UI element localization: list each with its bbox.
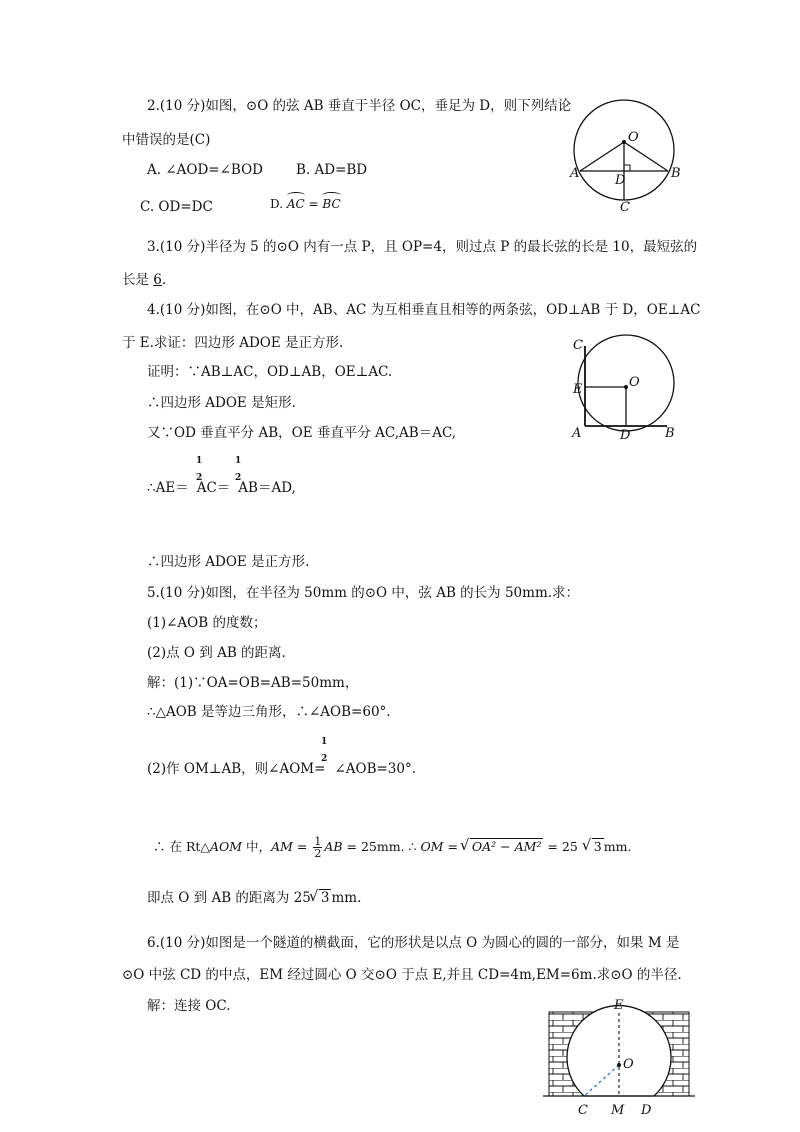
q5-sol3-b: ∠AOB=30°.: [334, 761, 417, 777]
label-a: A: [570, 166, 580, 181]
q5-sol5: [147, 889, 361, 907]
label-o: O: [628, 130, 639, 145]
q6-line2: ⊙O 中弦 CD 的中点，EM 经过圆心 O 交⊙O 于点 E,并且 CD=4m,EM=6m.求⊙O 的半径.: [122, 967, 682, 983]
q4-proof1: 证明：∵AB⊥AC，OD⊥AB，OE⊥AC.: [147, 364, 393, 380]
q4-proof5: ∴四边形 ADOE 是正方形.: [147, 554, 310, 570]
label-e: E: [614, 998, 624, 1013]
q5-sol4-eq2: =: [443, 839, 462, 854]
q2-line2: 中错误的是(C): [122, 132, 211, 148]
label-a: A: [572, 426, 582, 441]
q2-option-d-prefix: D.: [270, 197, 284, 211]
label-o: O: [629, 375, 640, 390]
label-b: B: [671, 166, 681, 181]
q4-circle-figure: [562, 333, 682, 445]
q4-frac1-num: 1: [196, 456, 203, 466]
q2-option-b: B. AD=BD: [296, 162, 368, 178]
q4-proof4: [147, 479, 296, 497]
label-o: O: [623, 1057, 634, 1072]
q3-line2: [122, 271, 166, 289]
q2-option-d-eq: =: [308, 197, 319, 211]
q5-sol4-sqrt: [462, 837, 544, 857]
q4-proof4-c: AB＝AD,: [238, 480, 296, 496]
q6-line1: 6.(10 分)如图是一个隧道的横截面，它的形状是以点 O 为圆心的圆的一部分，如果 M 是: [147, 935, 680, 951]
q5-sol4-sqrt2: [584, 837, 604, 857]
q5-sol5-radicand: 3: [320, 890, 330, 906]
q5-sol3-a: (2)作 OM⊥AB，则∠AOM=: [147, 761, 326, 777]
q5-sol4-b: 中，: [242, 839, 272, 854]
q5-sol4-frac-den: 2: [314, 847, 322, 860]
q5-sol1: 解：(1)∵OA=OB=AB=50mm，: [147, 675, 359, 691]
right-angle-mark: [624, 165, 630, 171]
label-c: C: [573, 338, 583, 353]
center-point: [617, 1063, 621, 1067]
q5-sol5-a: 即点 O 到 AB 的距离为 25: [147, 890, 311, 906]
q4-frac2-den: 2: [235, 473, 242, 483]
q5-sol4-c: = 25mm. ∴: [342, 839, 421, 854]
q4-proof4-b: AC＝: [196, 480, 231, 496]
label-d: D: [615, 173, 626, 188]
q4-proof3: 又∵OD 垂直平分 AB，OE 垂直平分 AC,AB＝AC,: [147, 425, 457, 441]
q5-sol4-a: ∴ 在 Rt△: [153, 839, 210, 854]
q4-frac2-num: 1: [235, 456, 242, 466]
q5-sol4-am: AM: [271, 839, 293, 854]
q3-answer: 6: [153, 272, 162, 288]
q3-line2-suffix: .: [161, 272, 167, 288]
q5-sol4-aom: AOM: [210, 839, 243, 854]
q4-frac1-den: 2: [196, 473, 203, 483]
q5-line1: 5.(10 分)如图，在半径为 50mm 的⊙O 中，弦 AB 的长为 50mm.求：: [147, 585, 580, 601]
q2-option-d: [270, 195, 341, 213]
q6-tunnel-figure: [543, 996, 695, 1120]
q5-sol5-b: mm.: [331, 890, 362, 906]
q5-sol4-e: mm.: [603, 839, 632, 854]
q5-part1: (1)∠AOB 的度数；: [147, 615, 267, 631]
q2-option-a: A. ∠AOD=∠BOD: [147, 162, 263, 178]
q5-sol4-frac-num: 1: [314, 835, 322, 848]
q5-part2: (2)点 O 到 AB 的距离.: [147, 645, 286, 661]
segment-oa: [580, 142, 624, 171]
q2-circle-figure: [568, 92, 688, 212]
label-m: M: [611, 1103, 625, 1118]
q4-proof2: ∴四边形 ADOE 是矩形.: [147, 395, 296, 411]
q3-line1: 3.(10 分)半径为 5 的⊙O 内有一点 P，且 OP=4，则过点 P 的最长弦的长是 10，最短弦的: [147, 239, 698, 255]
segment-ob: [624, 142, 668, 171]
label-d: D: [641, 1103, 652, 1118]
q5-sol4-radicand: OA² − AM²: [471, 839, 542, 854]
label-e: E: [573, 382, 583, 397]
q5-frac-num: 1: [321, 737, 328, 747]
q5-sol4-frac: [313, 836, 322, 859]
q5-sol4-ab: AB: [324, 839, 343, 854]
q5-sol4-om: OM: [420, 839, 444, 854]
center-point: [622, 140, 626, 144]
q4-proof4-a: ∴AE＝: [147, 480, 189, 496]
q4-line2: 于 E.求证：四边形 ADOE 是正方形.: [122, 335, 344, 351]
q3-line2-prefix: 长是: [122, 272, 154, 288]
q2-line1: 2.(10 分)如图，⊙O 的弦 AB 垂直于半径 OC，垂足为 D，则下列结论: [147, 98, 572, 114]
q5-sol3: [147, 760, 416, 778]
q2-option-c: C. OD=DC: [140, 199, 213, 215]
q5-sol4-radicand2: 3: [593, 839, 602, 854]
q5-sol4-eq1: =: [292, 839, 312, 854]
q5-sol2: ∴△AOB 是等边三角形，∴∠AOB=60°.: [147, 704, 391, 720]
label-c: C: [578, 1103, 588, 1118]
q4-line1: 4.(10 分)如图，在⊙O 中，AB、AC 为互相垂直且相等的两条弦，OD⊥AB 于 D，OE⊥AC: [147, 302, 701, 318]
label-d: D: [620, 428, 631, 443]
center-point: [624, 385, 628, 389]
q5-sol4-d: = 25: [543, 839, 578, 854]
label-b: B: [665, 426, 675, 441]
q6-sol1: 解：连接 OC.: [147, 998, 231, 1014]
q5-sol5-sqrt: [311, 889, 332, 907]
arc-bc: BC: [322, 197, 341, 211]
q5-frac-den: 2: [321, 754, 328, 764]
label-c: C: [620, 200, 630, 212]
arc-ac: AC: [286, 197, 305, 211]
q5-sol4: [153, 836, 631, 859]
